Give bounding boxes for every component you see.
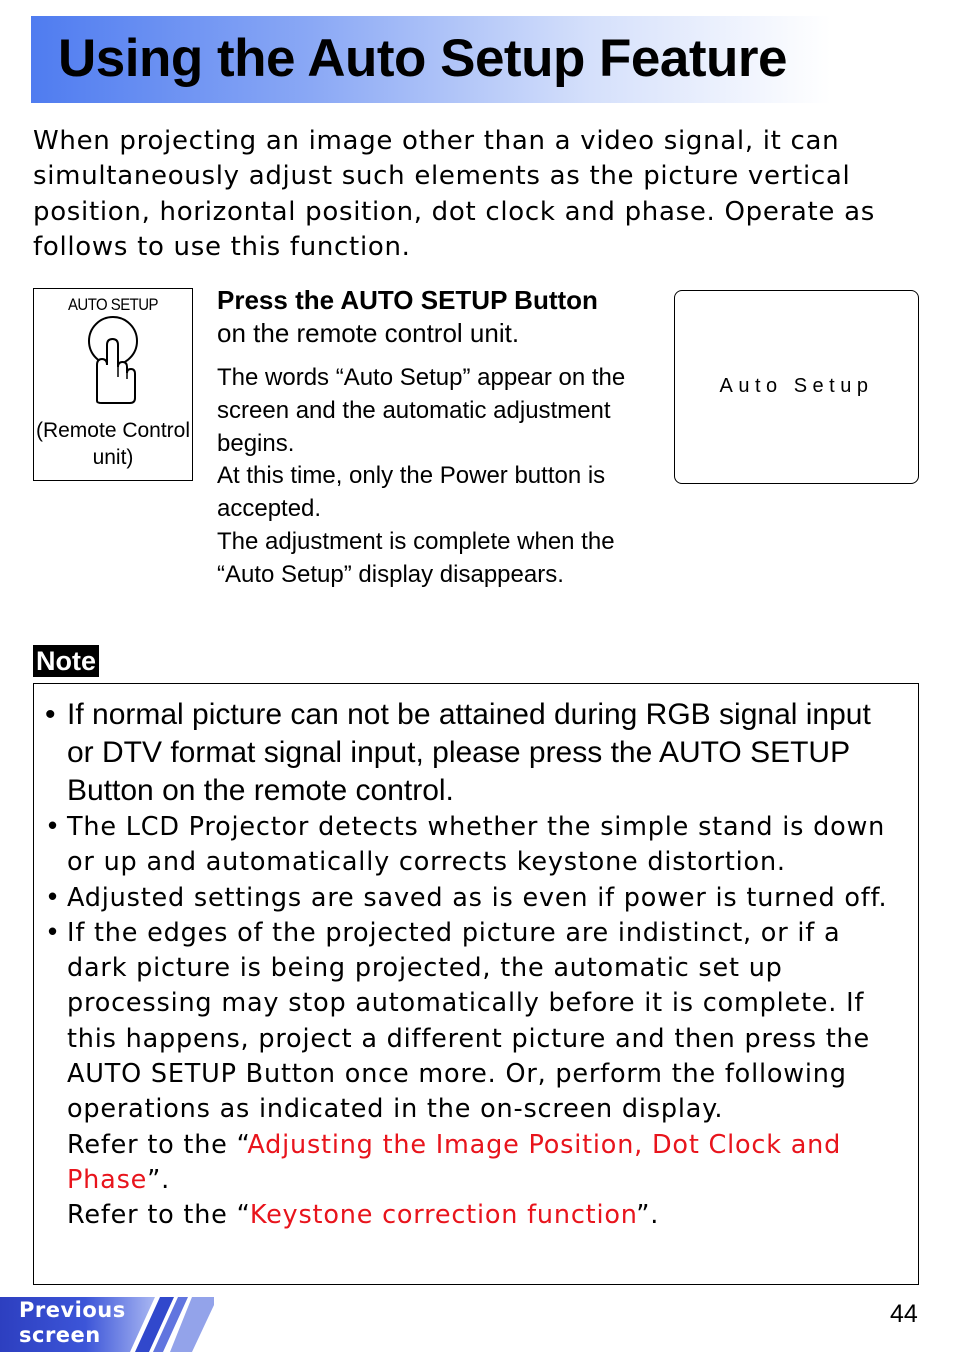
- auto-setup-button-label: AUTO SETUP: [67, 295, 159, 314]
- step-description: The words “Auto Setup” appear on the screen and the automatic adjustment begins. At this time, only the Power button is accepted. The adjustment is complete when the “Auto Setup” display disappears.: [217, 364, 626, 588]
- page-title: Using the Auto Setup Feature: [58, 29, 788, 88]
- link-keystone-correction[interactable]: Keystone correction function: [249, 1200, 637, 1231]
- refer-suffix: ”.: [636, 1200, 660, 1231]
- note-list: [34, 684, 918, 1234]
- step-title: Press the AUTO SETUP Button: [217, 285, 598, 315]
- note-box: [33, 683, 919, 1285]
- refer-suffix: ”.: [147, 1164, 171, 1195]
- refer-prefix: Refer to the “: [67, 1200, 250, 1231]
- step-instructions: [217, 284, 657, 592]
- refer-prefix: Refer to the “: [67, 1129, 248, 1160]
- step-subtitle: on the remote control unit.: [217, 318, 520, 348]
- remote-caption: (Remote Control unit): [35, 419, 191, 469]
- intro-paragraph: When projecting an image other than a video signal, it can simultaneously adjust such elements as the picture vertical position, horizontal position, dot clock and phase. Operate as follows to use this function.: [33, 126, 875, 262]
- previous-screen-label: Previous screen: [19, 1298, 126, 1347]
- finger-press-icon: [72, 315, 156, 415]
- remote-illustration: [33, 288, 193, 481]
- reference-line: [67, 1198, 904, 1233]
- note-item: • Adjusted settings are saved as is even if power is turned off.: [44, 881, 904, 916]
- note-item: [44, 916, 904, 1234]
- previous-screen-button[interactable]: [0, 1297, 214, 1352]
- onscreen-display-example: [674, 290, 919, 484]
- note-item-text: If the edges of the projected picture are indistinct, or if a dark picture is being projected, the automatic set up processing may stop automatically before it is complete. If this happens, project a different picture and then press the AUTO SETUP Button once more. Or, perform the following operations as indicated in the on-screen display.: [67, 917, 870, 1125]
- reference-line: [67, 1128, 904, 1199]
- note-item: • The LCD Projector detects whether the simple stand is down or up and automatically corrects keystone distortion.: [44, 810, 904, 881]
- note-label: Note: [33, 645, 99, 677]
- note-item: • If normal picture can not be attained during RGB signal input or DTV format signal input, please press the AUTO SETUP Button on the remote control.: [44, 696, 904, 810]
- auto-setup-display-text: Auto Setup: [719, 375, 874, 397]
- link-image-position[interactable]: Adjusting the Image Position, Dot Clock and Phase: [67, 1129, 842, 1195]
- page-number: 44: [890, 1300, 918, 1328]
